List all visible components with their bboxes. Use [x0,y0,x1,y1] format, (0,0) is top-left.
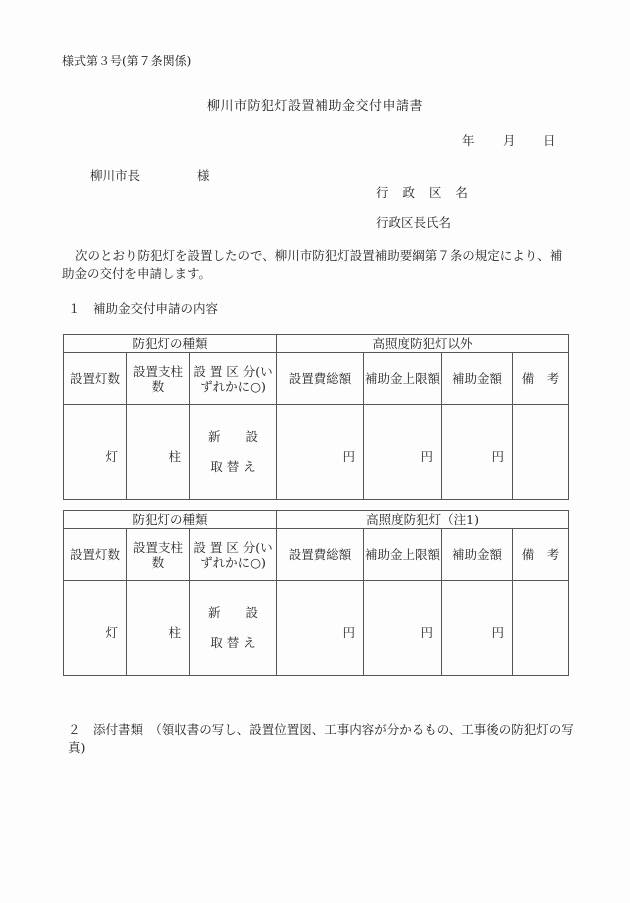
header-remarks: 備 考 [513,529,569,581]
subsidy-amount-field[interactable]: 円 [442,581,513,676]
total-cost-field[interactable]: 円 [277,405,364,500]
header-pole-count: 設置支柱数 [127,353,190,405]
group-header-right: 高照度防犯灯以外 [277,335,569,353]
lamp-count-field[interactable]: 灯 [64,581,127,676]
group-header-left: 防犯灯の種類 [64,335,277,353]
header-subsidy-amount: 補助金額 [442,529,513,581]
ward-chief-label: 行政区長氏名 [376,215,452,230]
option-new[interactable]: 新 設 [208,605,259,620]
addressee-name: 柳川市長 [90,168,141,183]
header-subsidy-amount: 補助金額 [442,353,513,405]
header-lamp-count: 設置灯数 [64,353,127,405]
ward-name-label: 行 政 区 名 [376,185,473,200]
header-lamp-count: 設置灯数 [64,529,127,581]
install-type-field[interactable] [190,405,277,500]
header-subsidy-limit: 補助金上限額 [364,353,442,405]
option-replace[interactable]: 取 替 え [210,459,256,474]
section-2-attachments: ２ 添付書類 （領収書の写し、設置位置図、工事内容が分かるもの、工事後の防犯灯の写真) [68,722,574,755]
header-remarks: 備 考 [513,353,569,405]
header-install-type: 設 置 区 分(いずれかに○) [190,353,277,405]
group-header-left: 防犯灯の種類 [64,511,277,529]
date-month: 月 [503,133,516,148]
option-replace[interactable]: 取 替 え [210,635,256,650]
remarks-field[interactable] [513,581,569,676]
header-install-type: 設 置 区 分(いずれかに○) [190,529,277,581]
application-table-2 [63,510,569,676]
header-subsidy-limit: 補助金上限額 [364,529,442,581]
subsidy-amount-field[interactable]: 円 [442,405,513,500]
header-total-cost: 設置費総額 [277,529,364,581]
addressee-honorific: 様 [197,168,210,183]
total-cost-field[interactable]: 円 [277,581,364,676]
subsidy-limit-field[interactable]: 円 [364,405,442,500]
header-total-cost: 設置費総額 [277,353,364,405]
option-new[interactable]: 新 設 [208,429,259,444]
group-header-right: 高照度防犯灯（注1) [277,511,569,529]
date-day: 日 [543,133,556,148]
pole-count-field[interactable]: 柱 [127,405,190,500]
lamp-count-field[interactable]: 灯 [64,405,127,500]
install-type-field[interactable] [190,581,277,676]
pole-count-field[interactable]: 柱 [127,581,190,676]
document-title: 柳川市防犯灯設置補助金交付申請書 [206,99,423,114]
subsidy-limit-field[interactable]: 円 [364,581,442,676]
header-pole-count: 設置支柱数 [127,529,190,581]
body-text: 次のとおり防犯灯を設置したので、柳川市防犯灯設置補助要綱第７条の規定により、補助金の交付を申請します。 [62,248,563,281]
date-year: 年 [462,133,475,148]
section-1-heading: １ 補助金交付申請の内容 [68,301,219,316]
remarks-field[interactable] [513,405,569,500]
form-number: 様式第３号(第７条関係) [62,54,192,68]
application-table-1 [63,334,569,500]
